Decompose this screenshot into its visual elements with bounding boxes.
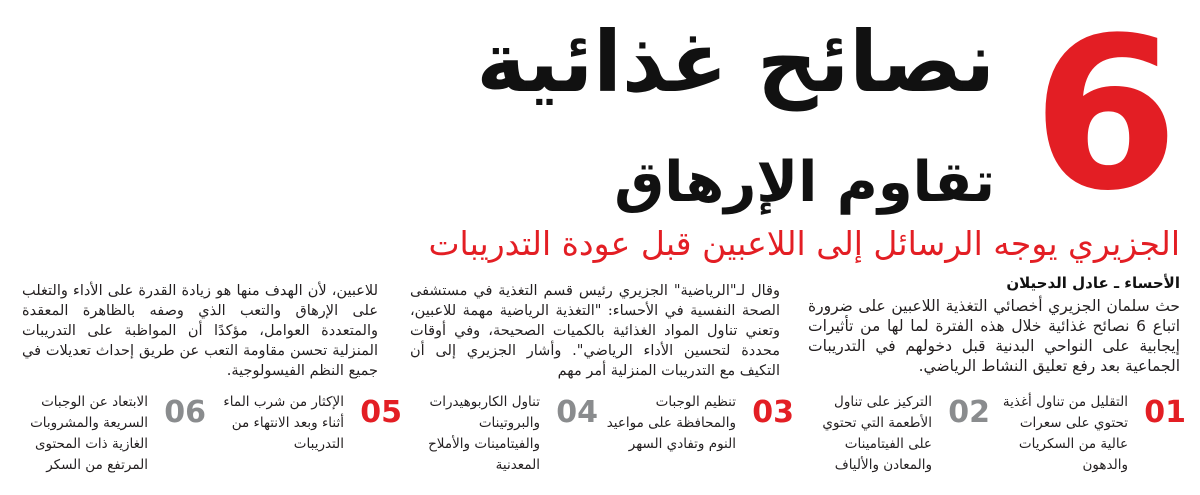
- tip-text: تناول الكاربوهيدرات والبروتينات والفيتامينات والأملاح المعدنية: [428, 394, 540, 473]
- tip-number: 03: [752, 395, 794, 430]
- tip-text: الإكثار من شرب الماء أثناء وبعد الانتهاء من التدريبات: [223, 394, 344, 452]
- tip-number: 04: [556, 395, 598, 430]
- tip-item: [16, 392, 206, 488]
- tip-text: الابتعاد عن الوجبات السريعة والمشروبات الغازية ذات المحتوى المرتفع من السكر: [30, 394, 148, 473]
- tip-text: التركيز على تناول الأطعمة التي تحتوي على الفيتامينات والمعادن والألياف: [822, 394, 932, 473]
- tip-number: 01: [1144, 395, 1186, 430]
- tip-text: تنظيم الوجبات والمحافظة على مواعيد النوم وتفادي السهر: [606, 394, 736, 452]
- tip-text: التقليل من تناول أغذية تحتوي على سعرات عالية من السكريات والدهون: [1002, 394, 1128, 473]
- tip-number: 06: [164, 395, 206, 430]
- tip-item: [800, 392, 990, 488]
- deck-subtitle: الجزيري يوجه الرسائل إلى اللاعبين قبل عودة التدريبات: [428, 224, 1180, 263]
- tip-item: [996, 392, 1186, 488]
- article-column-1: حث سلمان الجزيري أخصائي التغذية اللاعبين على ضرورة اتباع 6 نصائح غذائية خلال هذه الفترة لما لها من تأثيرات إيجابية على النواحي البدنية قبل دخولهم في التدريبات الجماعية بعد رفع تعليق النشاط الرياضي.: [808, 297, 1181, 375]
- byline: الأحساء ـ عادل الدحيلان: [1006, 274, 1180, 292]
- subheadline: تقاوم الإرهاق: [614, 150, 995, 215]
- article-column-2: وقال لـ"الرياضية" الجزيري رئيس قسم التغذية في مستشفى الصحة النفسية في الأحساء: "التغذية الرياضية مهمة للاعبين، وتعني تناول المواد الغذائية بالكميات الصحيحة، وفي أوقات محددة لتحسين الأداء الرياضي". وأشار الجزيري إلى أن التكيف مع التدريبات المنزلية أمر مهم: [410, 283, 780, 379]
- tip-item: [212, 392, 402, 488]
- headline: نصائح غذائية: [476, 13, 995, 111]
- tip-item: [604, 392, 794, 488]
- article-column-3: للاعبين، لأن الهدف منها هو زيادة القدرة على الأداء والتغلب على الإرهاق والتعب الذي وصفه بالظاهرة المعقدة والمتعددة العوامل، مؤكدًا أن المواظبة على التدريبات المنزلية تحسن مقاومة التعب عن طريق إحداث تعديلات في جميع النظم الفيسولوجية.: [22, 283, 378, 379]
- tips-strip: [14, 392, 1186, 492]
- tip-item: [408, 392, 598, 488]
- headline-number: 6: [1032, 0, 1173, 237]
- tip-number: 02: [948, 395, 990, 430]
- tip-number: 05: [360, 395, 402, 430]
